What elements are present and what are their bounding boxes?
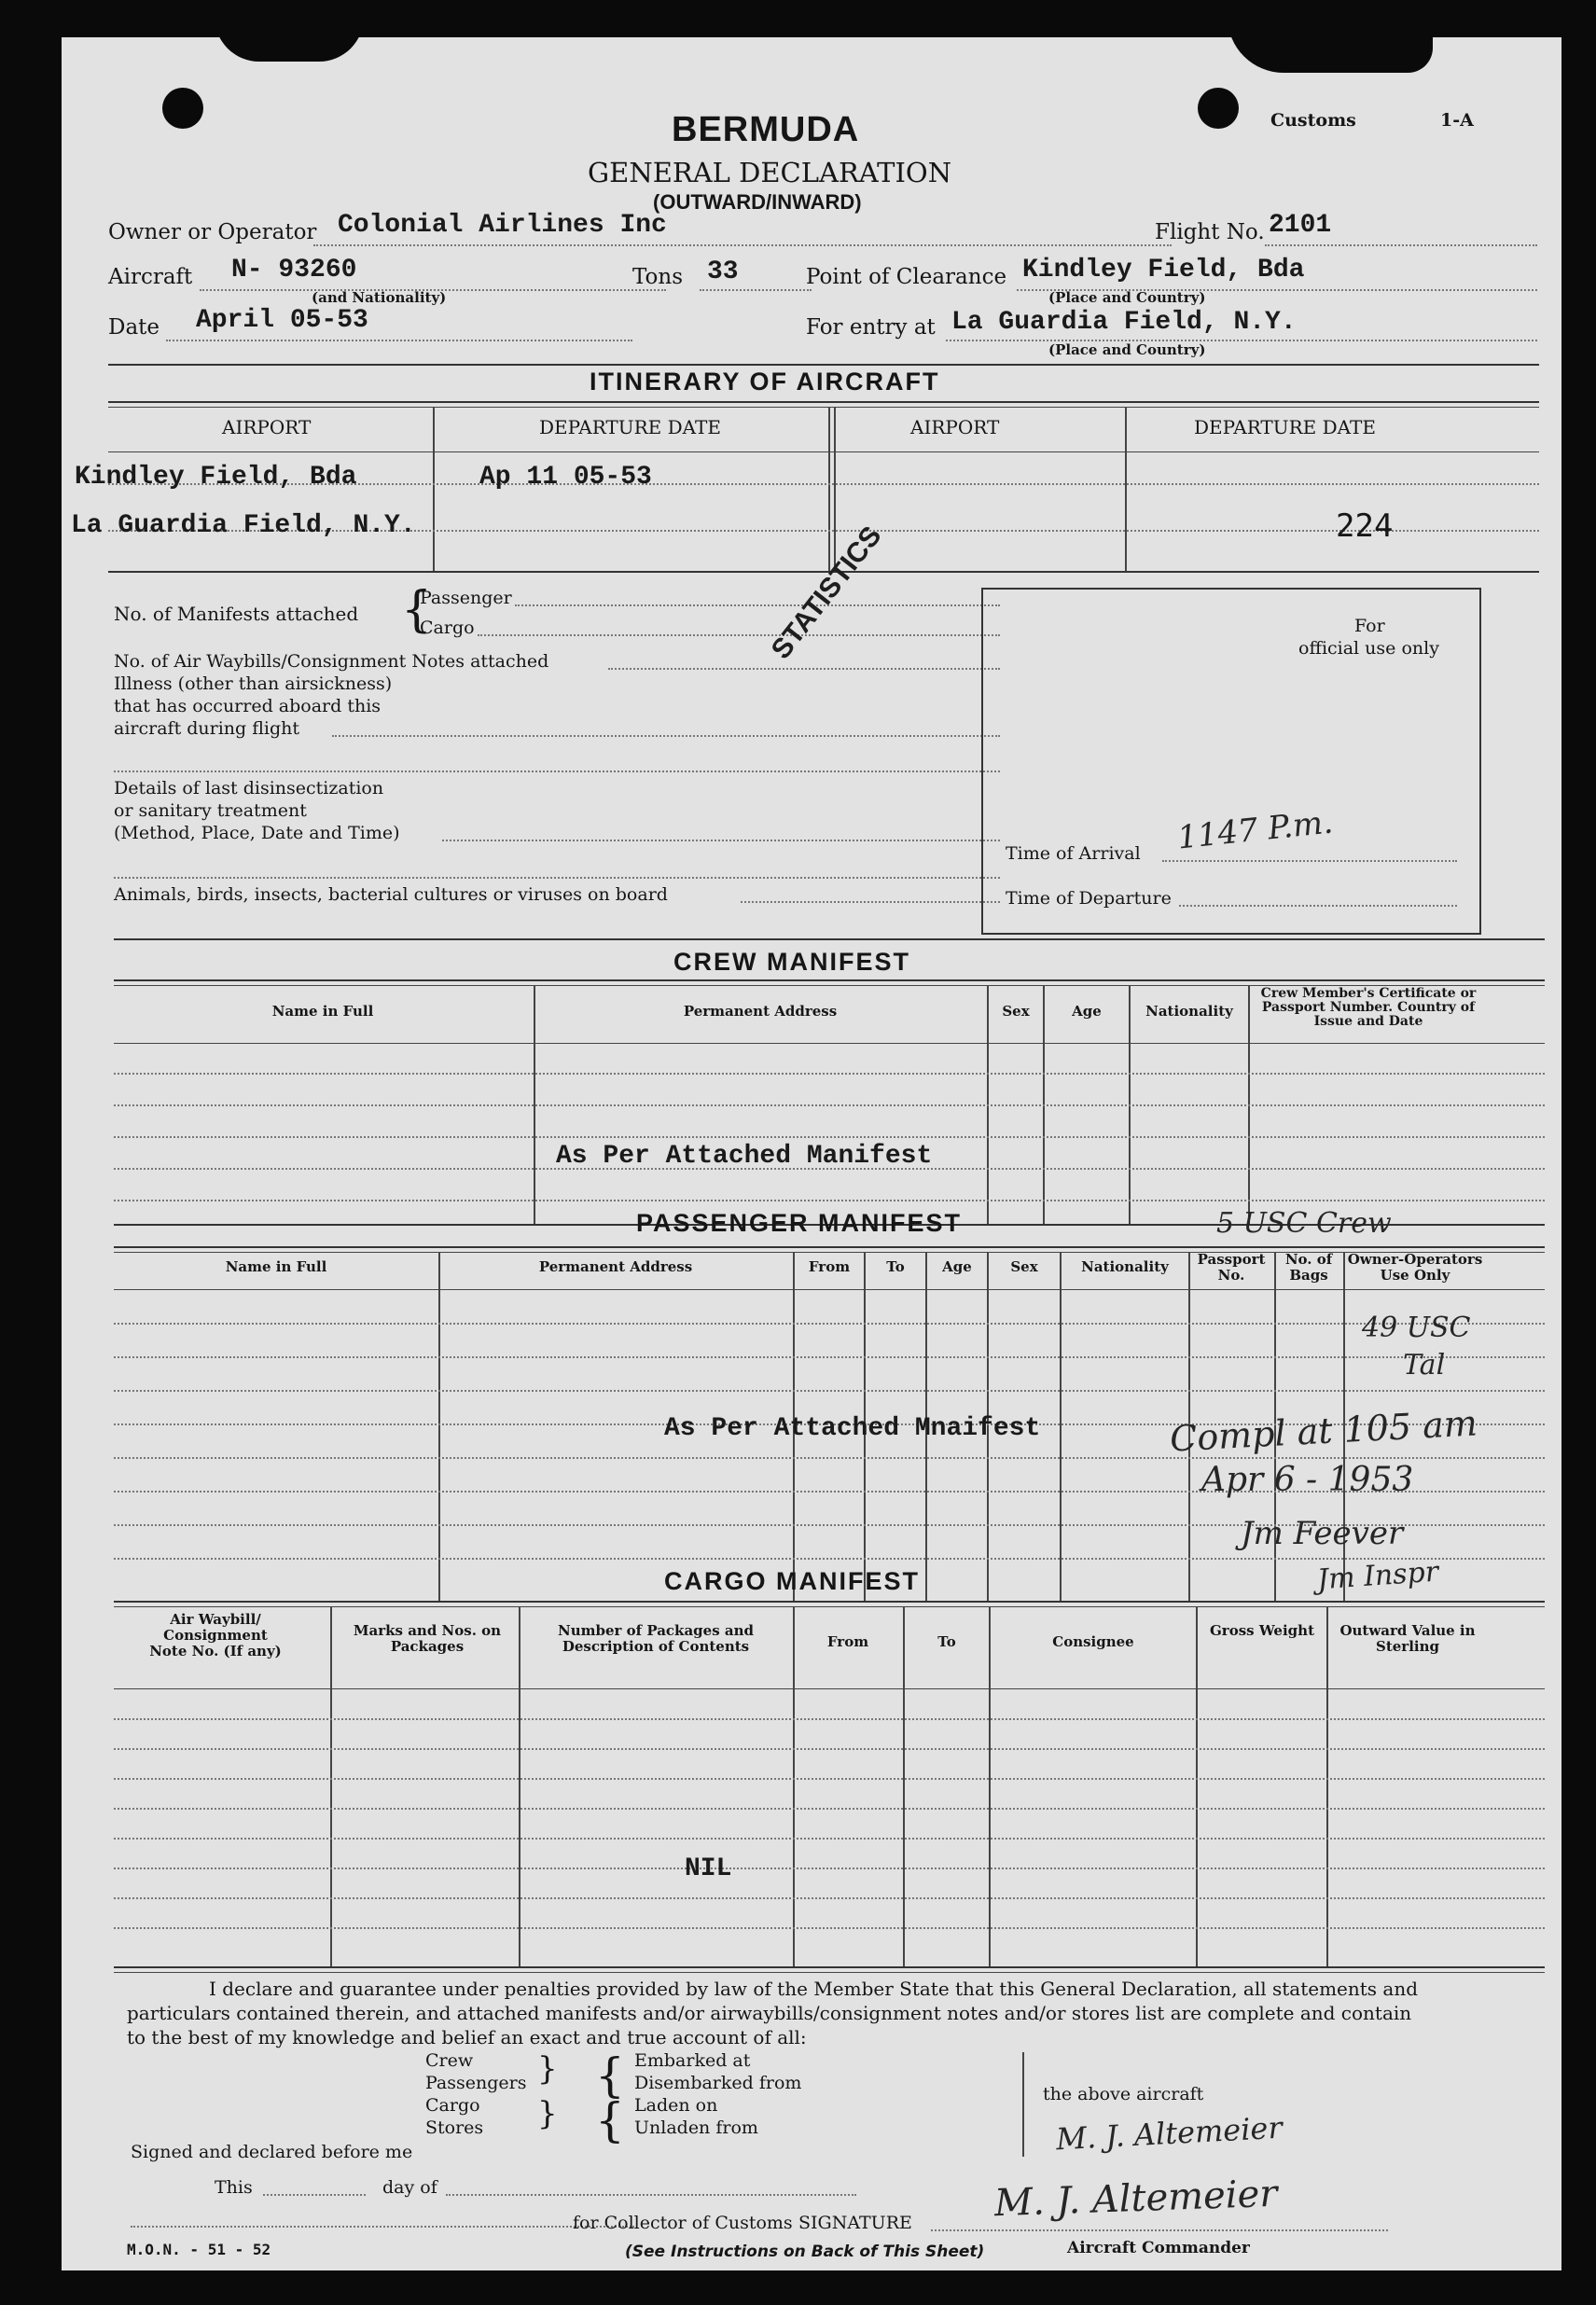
disinsect-line-2: or sanitary treatment [114,800,307,821]
passenger-col-owner-use: Owner-Operators Use Only [1347,1251,1483,1284]
commander-signature: M. J. Altemeier [993,2172,1279,2226]
declaration-laden: Laden on [634,2095,718,2116]
declaration-stores: Stores [425,2118,484,2138]
cargo-col-to: To [937,1633,956,1650]
passenger-hw-1: 49 USC [1362,1312,1471,1344]
declaration-embarked: Embarked at [634,2050,751,2071]
owner-value: Colonial Airlines Inc [338,211,667,240]
date-label: Date [108,315,160,340]
passenger-col-address: Permanent Address [538,1258,693,1275]
punch-hole-right [1198,88,1239,129]
customs-form-label: Customs [1270,110,1356,131]
cargo-col-waybill: Air Waybill/ Consignment Note No. (If any) [149,1611,282,1659]
passenger-hw-4: Apr 6 - 1953 [1201,1461,1414,1499]
departure-time-label: Time of Departure [1006,888,1172,909]
declaration-passengers: Passengers [425,2073,527,2093]
passenger-col-sex: Sex [1010,1258,1038,1275]
passenger-col-name: Name in Full [225,1258,327,1275]
form-title: BERMUDA [672,110,860,149]
cargo-col-from: From [826,1633,869,1650]
passenger-entry: As Per Attached Mnaifest [664,1414,1041,1443]
official-use-line-2: official use only [1298,638,1439,659]
passenger-note: 5 USC Crew [1216,1207,1392,1240]
cargo-col-consignee: Consignee [1052,1633,1134,1650]
passenger-col-age: Age [942,1258,972,1275]
manifests-label: No. of Manifests attached [114,603,359,625]
form-direction: (OUTWARD/INWARD) [653,190,862,214]
above-aircraft: the above aircraft [1043,2084,1204,2104]
collector-label: for Collector of Customs [573,2213,793,2233]
entry-value: La Guardia Field, N.Y. [951,308,1297,337]
customs-form-suffix: 1-A [1440,110,1474,131]
itinerary-col-airport-1: AIRPORT [222,416,312,438]
manifests-cargo-label: Cargo [420,618,475,638]
tons-label: Tons [632,265,684,289]
passenger-col-from: From [808,1258,851,1275]
passenger-col-bags: No. of Bags [1284,1251,1333,1284]
place-country-note-2: (Place and Country) [1048,341,1206,358]
clearance-label: Point of Clearance [806,265,1007,289]
passenger-col-nationality: Nationality [1081,1258,1169,1275]
cargo-col-value: Outward Value in Sterling [1339,1622,1476,1655]
passenger-hw-5: Jm Feever [1241,1515,1404,1552]
passenger-col-to: To [886,1258,905,1275]
crew-col-certificate: Crew Member's Certificate or Passport Number. Country of Issue and Date [1260,986,1477,1029]
passenger-hw-2: Tal [1403,1349,1446,1382]
signature-label: SIGNATURE [798,2213,912,2233]
itinerary-col-departure-1: DEPARTURE DATE [539,416,721,438]
aircraft-label: Aircraft [108,265,193,289]
entry-label: For entry at [806,315,936,340]
cargo-col-weight: Gross Weight [1209,1622,1315,1639]
punch-hole-left [162,88,203,129]
clearance-value: Kindley Field, Bda [1022,256,1305,285]
torn-corner-right [1228,37,1433,73]
cargo-col-marks: Marks and Nos. on Packages [353,1622,502,1655]
official-use-line-1: For [1354,616,1385,636]
this-label: This [215,2177,253,2198]
crew-col-age: Age [1072,1003,1102,1020]
declaration-line-2: particulars contained therein, and attached manifests and/or airwaybills/consignment notes and/or stores list are complete and contain [127,2002,1412,2024]
crew-entry: As Per Attached Manifest [556,1142,933,1171]
cargo-entry: NIL [685,1854,732,1883]
illness-line-1: Illness (other than airsickness) [114,673,393,694]
itinerary-handwritten-number: 224 [1336,507,1394,545]
itinerary-col-airport-2: AIRPORT [910,416,1000,438]
declaration-line-3: to the best of my knowledge and belief an exact and true account of all: [127,2026,807,2048]
cargo-hw-sig: Jm Inspr [1315,1555,1440,1597]
nationality-note: (and Nationality) [312,289,447,306]
flight-value: 2101 [1269,211,1332,240]
itinerary-row-1-departure: Ap 11 05-53 [479,463,652,492]
crew-col-name: Name in Full [271,1003,374,1020]
commander-label: Aircraft Commander [1067,2239,1250,2257]
manifests-passenger-label: Passenger [420,588,512,608]
tons-value: 33 [707,257,739,286]
form-subtitle: GENERAL DECLARATION [588,157,952,188]
itinerary-title: ITINERARY OF AIRCRAFT [590,368,940,396]
flight-label: Flight No. [1155,220,1265,244]
declaration-unladen: Unladen from [634,2118,758,2138]
declaration-signature-1: M. J. Altemeier [1055,2109,1284,2158]
instructions-note: (See Instructions on Back of This Sheet) [625,2243,985,2261]
illness-line-3: aircraft during flight [114,718,300,739]
signed-before-label: Signed and declared before me [131,2142,413,2162]
day-of-label: day of [382,2177,437,2198]
date-value: April 05-53 [196,306,368,335]
declaration-line-1: I declare and guarantee under penalties provided by law of the Member State that this General Declaration, all statements and [209,1978,1419,2000]
crew-col-nationality: Nationality [1145,1003,1233,1020]
disinsect-line-1: Details of last disinsectization [114,778,384,798]
declaration-crew: Crew [425,2050,474,2071]
disinsect-line-3: (Method, Place, Date and Time) [114,823,400,843]
arrival-value: 1147 P.m. [1175,803,1335,857]
passenger-title: PASSENGER MANIFEST [636,1209,963,1237]
passenger-hw-3: Compl at 105 am [1169,1402,1478,1460]
crew-col-address: Permanent Address [683,1003,838,1020]
animals-label: Animals, birds, insects, bacterial cultures or viruses on board [114,884,668,905]
form-number: M.O.N. - 51 - 52 [127,2241,271,2258]
crew-col-sex: Sex [1002,1003,1030,1020]
declaration-cargo: Cargo [425,2095,480,2116]
crew-title: CREW MANIFEST [673,948,910,976]
cargo-title: CARGO MANIFEST [664,1567,920,1595]
itinerary-col-departure-2: DEPARTURE DATE [1194,416,1376,438]
aircraft-value: N- 93260 [231,256,357,285]
arrival-label: Time of Arrival [1006,843,1141,864]
passenger-col-passport: Passport No. [1197,1251,1266,1284]
illness-line-2: that has occurred aboard this [114,696,382,716]
waybills-label: No. of Air Waybills/Consignment Notes attached [114,651,549,672]
cargo-col-packages: Number of Packages and Description of Contents [558,1622,754,1655]
owner-label: Owner or Operator [108,220,317,244]
general-declaration-form: BERMUDA GENERAL DECLARATION (OUTWARD/INWARD) Customs 1-A Owner or Operator Colonial Airlines Inc Flight No. 2101 Aircraft N- 93260 (and Nationality) Tons 33 Point of Clearance Kindley Field, Bda (Place and Country) Date April 05-53 For entry at La Guardia Field, N.Y. (Place and Country) ITINERARY OF AIRCRAFT AIRPORT DEPARTURE DATE AIRPORT DEPARTURE DATE Kindley Field, Bda Ap 11 05-53 La Guardia Field, N.Y. 224 No. of Manifests attached { Passenger Cargo No. of Air Waybills/Consignment Notes attached Illness (other than airsickness) that has occurred aboard this aircraft during flight Details of last disinsectization or sanitary treatment (Method, Place, Date and Time) Animals, birds, insects, bacterial cultures or viruses on board STATISTICS For official use only Time of Arrival 1147 P.m. Time of Departure CREW MANIFEST Name in Full Permanent Address Sex Age Nationality Crew Member's Certificate or Passport Number. Country of Issue and Date As Per Attached Manifest PASSENGER MANIFEST 5 USC Crew Name in Full Permanent Address From To Age Sex Nationality Passport No. No. of Bags Owner-Operators Use Only As Per Attached Mnaifest 49 USC Tal Compl at 105 am Apr 6 - 1953 Jm Feever CARGO MANIFEST Jm Inspr Air Waybill/ Consignment Note No. (If any) Marks and Nos. on Packages Number of Packages and Description of Contents From To Consignee Gross Weight Outward Value in Sterling NIL I declare and guarantee under penalties provided by law of the Member State that this General Declaration, all statements and particulars contained therein, and attached manifests and/or airwaybills/consignment notes and/or stores list are complete and contain to the best of my knowledge and belief an exact and true account of all: Crew Passengers Cargo Stores } } { { Embarked at Disembarked from Laden on Unladen from the above aircraft M. J. Altemeier Signed and declared before me This day of for Collector of Customs SIGNATURE M. J. Altemeier Aircraft Commander M.O.N. - 51 - 52 (See Instructions on Back of This Sheet) [62,37,1561,2270]
itinerary-row-2-airport: La Guardia Field, N.Y. [71,511,416,540]
declaration-disembarked: Disembarked from [634,2073,802,2093]
statistics-stamp: STATISTICS [765,521,888,665]
itinerary-row-1-airport: Kindley Field, Bda [75,463,357,492]
place-country-note: (Place and Country) [1048,289,1206,306]
torn-corner-left [215,37,364,62]
